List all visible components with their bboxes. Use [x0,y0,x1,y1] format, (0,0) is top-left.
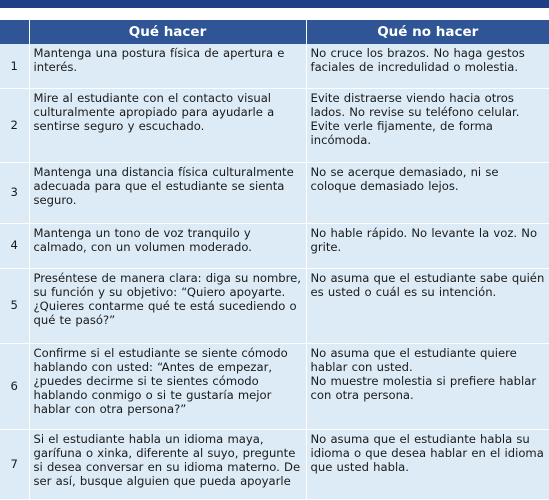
spacer [0,8,549,20]
dont-cell [306,44,549,88]
row-number: 1 [0,44,29,88]
dont-text: No muestre molestia si prefiere hablar con otra persona. [310,373,537,403]
row-number: 7 [0,429,29,499]
header-dont: Qué no hacer [306,20,549,44]
do-cell [29,223,306,268]
dont-text: No asuma que el estudiante sabe quién es usted o cuál es su intención. [310,270,545,299]
do-cell [29,44,306,88]
row-number: 4 [0,223,29,268]
dont-cell [306,343,549,429]
do-text: Mantenga un tono de voz tranquilo y calmado, con un volumen moderado. [33,225,252,254]
header-corner [0,20,29,44]
dont-text: Evite distraerse viendo hacia otros lados. No revise su teléfono celular. Evite verle fijamente, de forma incómoda. [310,90,520,148]
dont-cell [306,162,549,223]
do-text: Mantenga una postura física de apertura e interés. [33,46,285,75]
dont-text: No asuma que el estudiante habla su idioma o que desea hablar en el idioma que usted habla. [310,431,544,474]
table-row [0,44,549,88]
do-cell [29,429,306,499]
table-row [0,268,549,343]
do-cell [29,268,306,343]
table-row [0,88,549,162]
top-band [0,0,549,8]
row-number: 6 [0,343,29,429]
dont-cell [306,268,549,343]
dont-cell [306,429,549,499]
do-text: Si el estudiante habla un idioma maya, garífuna o xinka, diferente al suyo, pregunte si desea conversar en su idioma materno. De ser así, busque alguien que pueda apoyarle [33,431,301,489]
do-text: Mire al estudiante con el contacto visual culturalmente apropiado para ayudarle a sentirse seguro y escuchado. [33,90,275,133]
row-number: 3 [0,162,29,223]
do-text: Confirme si el estudiante se siente cómodo hablando con usted: “Antes de empezar, ¿puedes decirme si te sientes cómodo hablando conmigo o si te gustaría mejor hablar con otra persona?” [33,345,288,417]
header-do: Qué hacer [29,20,306,44]
dont-text: No se acerque demasiado, ni se coloque demasiado lejos. [310,164,499,193]
do-text: Preséntese de manera clara: diga su nombre, su función y su objetivo: “Quiero apoyarte. ¿Quieres contarme qué te está sucediendo o qué te pasó?” [33,270,301,328]
table-row [0,429,549,499]
row-number: 5 [0,268,29,343]
table-row [0,223,549,268]
do-cell [29,343,306,429]
dont-cell [306,223,549,268]
dont-text: No cruce los brazos. No haga gestos faciales de incredulidad o molestia. [310,46,525,75]
do-text: Mantenga una distancia física culturalmente adecuada para que el estudiante se sienta seguro. [33,164,294,207]
guidance-table [0,20,549,500]
dont-cell [306,88,549,162]
do-cell [29,88,306,162]
row-number: 2 [0,88,29,162]
header-row [0,20,549,44]
table-row [0,343,549,429]
dont-text: No asuma que el estudiante quiere hablar con usted. [310,345,517,374]
dont-text: No hable rápido. No levante la voz. No grite. [310,225,538,254]
do-cell [29,162,306,223]
table-row [0,162,549,223]
